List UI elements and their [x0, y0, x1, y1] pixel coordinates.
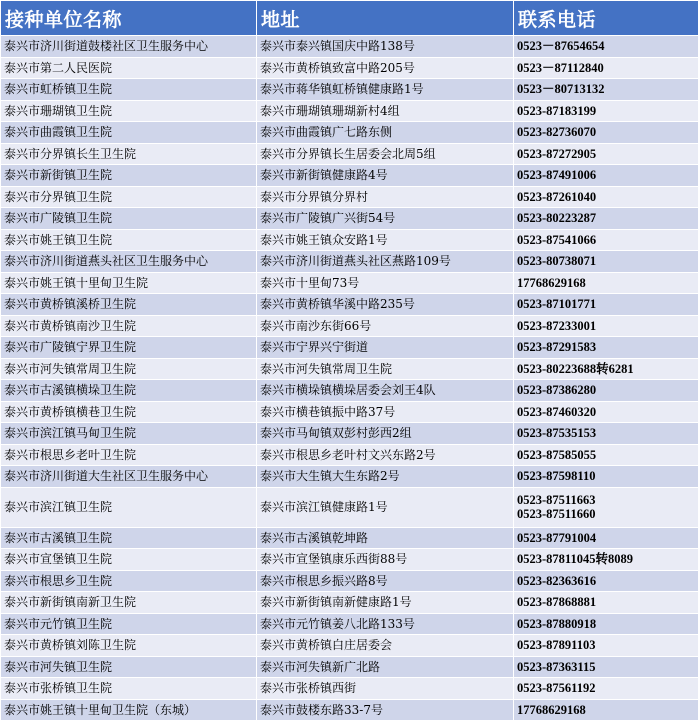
unit-name-cell: 泰兴市新街镇卫生院 — [1, 165, 257, 187]
table-row — [1, 122, 698, 144]
phone-cell — [514, 570, 698, 592]
unit-name-cell: 泰兴市姚王镇十里甸卫生院 — [1, 272, 257, 294]
phone-cell — [514, 401, 698, 423]
phone-cell — [514, 122, 698, 144]
phone-number: 0523-87386280 — [517, 383, 695, 397]
phone-number: 0523-87811045转8089 — [517, 552, 695, 566]
table-row — [1, 527, 698, 549]
phone-cell — [514, 337, 698, 359]
unit-name-cell: 泰兴市广陵镇宁界卫生院 — [1, 337, 257, 359]
address-cell: 泰兴市新街镇南新健康路1号 — [257, 592, 514, 614]
phone-number: 0523-87891103 — [517, 638, 695, 652]
table-row — [1, 143, 698, 165]
phone-number: 0523-82736070 — [517, 125, 695, 139]
unit-name-cell: 泰兴市分界镇长生卫生院 — [1, 143, 257, 165]
phone-number: 0523-87272905 — [517, 147, 695, 161]
phone-number: 17768629168 — [517, 276, 695, 290]
table-row — [1, 635, 698, 657]
phone-number: 0523－87654654 — [517, 39, 695, 53]
phone-cell — [514, 635, 698, 657]
phone-cell — [514, 549, 698, 571]
address-cell: 泰兴市大生镇大生东路2号 — [257, 466, 514, 488]
unit-name-cell: 泰兴市张桥镇卫生院 — [1, 678, 257, 700]
address-cell: 泰兴市分界镇长生居委会北周5组 — [257, 143, 514, 165]
phone-cell — [514, 315, 698, 337]
phone-number: 0523-87511660 — [517, 507, 695, 521]
phone-number: 0523－87112840 — [517, 61, 695, 75]
unit-name-cell: 泰兴市广陵镇卫生院 — [1, 208, 257, 230]
table-row — [1, 186, 698, 208]
phone-number: 0523-87491006 — [517, 168, 695, 182]
address-cell: 泰兴市广陵镇广兴街54号 — [257, 208, 514, 230]
phone-cell — [514, 527, 698, 549]
phone-cell — [514, 294, 698, 316]
phone-cell — [514, 229, 698, 251]
table-row — [1, 36, 698, 58]
phone-number: 0523-87791004 — [517, 531, 695, 545]
phone-cell — [514, 423, 698, 445]
table-row — [1, 549, 698, 571]
table-row — [1, 487, 698, 527]
phone-cell — [514, 57, 698, 79]
address-cell: 泰兴市黄桥镇致富中路205号 — [257, 57, 514, 79]
phone-cell — [514, 165, 698, 187]
address-cell: 泰兴市蒋华镇虹桥镇健康路1号 — [257, 79, 514, 101]
table-body — [1, 36, 698, 721]
address-cell: 泰兴市曲霞镇广七路东侧 — [257, 122, 514, 144]
table-row — [1, 315, 698, 337]
phone-cell — [514, 79, 698, 101]
table-row — [1, 337, 698, 359]
unit-name-cell: 泰兴市姚王镇十里甸卫生院（东城） — [1, 699, 257, 721]
unit-name-cell: 泰兴市虹桥镇卫生院 — [1, 79, 257, 101]
unit-name-cell: 泰兴市宣堡镇卫生院 — [1, 549, 257, 571]
phone-number: 0523-87101771 — [517, 297, 695, 311]
address-cell: 泰兴市十里甸73号 — [257, 272, 514, 294]
phone-cell — [514, 613, 698, 635]
phone-cell — [514, 272, 698, 294]
phone-cell — [514, 100, 698, 122]
table-row — [1, 678, 698, 700]
phone-number: 0523-87261040 — [517, 190, 695, 204]
table-row — [1, 444, 698, 466]
address-cell: 泰兴市根思乡振兴路8号 — [257, 570, 514, 592]
address-cell: 泰兴市古溪镇乾坤路 — [257, 527, 514, 549]
header-phone: 联系电话 — [514, 1, 698, 36]
phone-number: 0523-87880918 — [517, 617, 695, 631]
phone-cell — [514, 678, 698, 700]
table-row — [1, 699, 698, 721]
phone-number: 0523-82363616 — [517, 574, 695, 588]
table-row — [1, 229, 698, 251]
header-address: 地址 — [257, 1, 514, 36]
phone-cell — [514, 251, 698, 273]
address-cell: 泰兴市珊瑚镇珊瑚新村4组 — [257, 100, 514, 122]
table-row — [1, 100, 698, 122]
phone-number: 0523-87535153 — [517, 426, 695, 440]
header-unit-name: 接种单位名称 — [1, 1, 257, 36]
address-cell: 泰兴市元竹镇姜八北路133号 — [257, 613, 514, 635]
address-cell: 泰兴市张桥镇西街 — [257, 678, 514, 700]
phone-number: 0523－80713132 — [517, 82, 695, 96]
unit-name-cell: 泰兴市姚王镇卫生院 — [1, 229, 257, 251]
address-cell: 泰兴市宣堡镇康乐西街88号 — [257, 549, 514, 571]
phone-number: 0523-87585055 — [517, 448, 695, 462]
phone-cell — [514, 592, 698, 614]
phone-cell — [514, 699, 698, 721]
phone-cell — [514, 186, 698, 208]
address-cell: 泰兴市宁界兴宁街道 — [257, 337, 514, 359]
address-cell: 泰兴市新街镇健康路4号 — [257, 165, 514, 187]
phone-number: 0523-87183199 — [517, 104, 695, 118]
unit-name-cell: 泰兴市珊瑚镇卫生院 — [1, 100, 257, 122]
unit-name-cell: 泰兴市黄桥镇横巷卫生院 — [1, 401, 257, 423]
address-cell: 泰兴市河失镇新广北路 — [257, 656, 514, 678]
address-cell: 泰兴市根思乡老叶村文兴东路2号 — [257, 444, 514, 466]
phone-number: 0523-80223688转6281 — [517, 362, 695, 376]
phone-cell — [514, 380, 698, 402]
table-row — [1, 79, 698, 101]
phone-number: 0523-87598110 — [517, 469, 695, 483]
unit-name-cell: 泰兴市分界镇卫生院 — [1, 186, 257, 208]
phone-number: 0523-80223287 — [517, 211, 695, 225]
table-row — [1, 57, 698, 79]
phone-cell — [514, 208, 698, 230]
table-row — [1, 272, 698, 294]
address-cell: 泰兴市泰兴镇国庆中路138号 — [257, 36, 514, 58]
address-cell: 泰兴市马甸镇双彭村彭西2组 — [257, 423, 514, 445]
unit-name-cell: 泰兴市河失镇常周卫生院 — [1, 358, 257, 380]
address-cell: 泰兴市滨江镇健康路1号 — [257, 487, 514, 527]
phone-number: 0523-87541066 — [517, 233, 695, 247]
unit-name-cell: 泰兴市根思乡卫生院 — [1, 570, 257, 592]
address-cell: 泰兴市南沙东街66号 — [257, 315, 514, 337]
header-row — [1, 1, 698, 36]
unit-name-cell: 泰兴市滨江镇马甸卫生院 — [1, 423, 257, 445]
unit-name-cell: 泰兴市黄桥镇溪桥卫生院 — [1, 294, 257, 316]
phone-number: 0523-87233001 — [517, 319, 695, 333]
phone-number: 0523-87291583 — [517, 340, 695, 354]
table-row — [1, 401, 698, 423]
unit-name-cell: 泰兴市古溪镇横垛卫生院 — [1, 380, 257, 402]
table-row — [1, 656, 698, 678]
table-row — [1, 208, 698, 230]
phone-number: 17768629168 — [517, 703, 695, 717]
unit-name-cell: 泰兴市根思乡老叶卫生院 — [1, 444, 257, 466]
table-row — [1, 165, 698, 187]
phone-cell — [514, 466, 698, 488]
unit-name-cell: 泰兴市济川街道鼓楼社区卫生服务中心 — [1, 36, 257, 58]
address-cell: 泰兴市姚王镇众安路1号 — [257, 229, 514, 251]
unit-name-cell: 泰兴市黄桥镇刘陈卫生院 — [1, 635, 257, 657]
phone-number: 0523-87511663 — [517, 493, 695, 507]
unit-name-cell: 泰兴市曲霞镇卫生院 — [1, 122, 257, 144]
address-cell: 泰兴市分界镇分界村 — [257, 186, 514, 208]
table-row — [1, 423, 698, 445]
address-cell: 泰兴市鼓楼东路33-7号 — [257, 699, 514, 721]
address-cell: 泰兴市横垛镇横垛居委会刘王4队 — [257, 380, 514, 402]
unit-name-cell: 泰兴市滨江镇卫生院 — [1, 487, 257, 527]
phone-cell — [514, 444, 698, 466]
table-row — [1, 380, 698, 402]
address-cell: 泰兴市黄桥镇华溪中路235号 — [257, 294, 514, 316]
unit-name-cell: 泰兴市河失镇卫生院 — [1, 656, 257, 678]
phone-cell — [514, 143, 698, 165]
unit-name-cell: 泰兴市济川街道燕头社区卫生服务中心 — [1, 251, 257, 273]
table-row — [1, 251, 698, 273]
address-cell: 泰兴市横巷镇振中路37号 — [257, 401, 514, 423]
unit-name-cell: 泰兴市第二人民医院 — [1, 57, 257, 79]
unit-name-cell: 泰兴市济川街道大生社区卫生服务中心 — [1, 466, 257, 488]
phone-number: 0523-87460320 — [517, 405, 695, 419]
table-row — [1, 358, 698, 380]
phone-cell — [514, 487, 698, 527]
phone-number: 0523-87561192 — [517, 681, 695, 695]
table-row — [1, 466, 698, 488]
unit-name-cell: 泰兴市黄桥镇南沙卫生院 — [1, 315, 257, 337]
table-row — [1, 570, 698, 592]
table-row — [1, 294, 698, 316]
phone-cell — [514, 36, 698, 58]
table-row — [1, 613, 698, 635]
phone-number: 0523-87868881 — [517, 595, 695, 609]
unit-name-cell: 泰兴市元竹镇卫生院 — [1, 613, 257, 635]
table-row — [1, 592, 698, 614]
phone-number: 0523-80738071 — [517, 254, 695, 268]
address-cell: 泰兴市河失镇常周卫生院 — [257, 358, 514, 380]
phone-cell — [514, 358, 698, 380]
address-cell: 泰兴市黄桥镇白庄居委会 — [257, 635, 514, 657]
unit-name-cell: 泰兴市新街镇南新卫生院 — [1, 592, 257, 614]
phone-number: 0523-87363115 — [517, 660, 695, 674]
phone-cell — [514, 656, 698, 678]
unit-name-cell: 泰兴市古溪镇卫生院 — [1, 527, 257, 549]
address-cell: 泰兴市济川街道燕头社区燕路109号 — [257, 251, 514, 273]
